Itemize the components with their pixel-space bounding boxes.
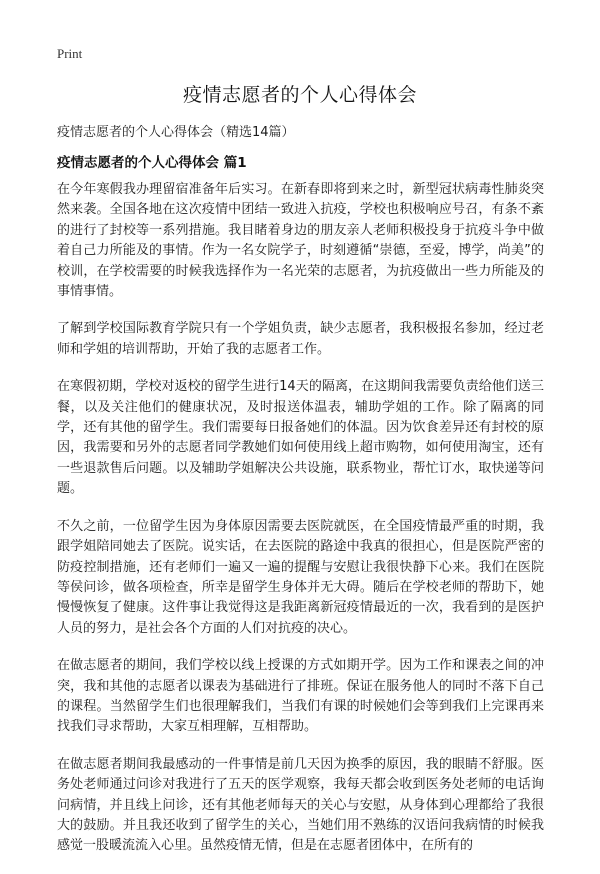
paragraph: 在今年寒假我办理留宿准备年后实习。在新春即将到来之时，新型冠状病毒性肺炎突然来袭。全国各地在这次疫情中团结一致进入抗疫，学校也积极响应号召，有条不紊的进行了封校等一系列措施。我目睹着身边的朋友亲人老师积极投身于抗疫斗争中做着自己力所能及的事情。作为一名女院学子，时刻遵循“崇德，至爱，博学，尚美”的校训，在学校需要的时候我选择作为一名光荣的志愿者，为抗疫做出一些力所能及的事情事情。 xyxy=(57,182,544,300)
paragraph: 在做志愿者期间我最感动的一件事情是前几天因为换季的原因，我的眼睛不舒服。医务处老师通过问诊对我进行了五天的医学观察，我每天都会收到医务处老师的电话询问病情，并且线上问诊，还有其他老师每天的关心与安慰，从身体到心理都给了我很大的鼓励。并且我还收到了留学生的关心，当她们用不熟练的汉语问我病情的时候我感觉一股暖流流入心里。虽然疫情无情，但是在志愿者团体中，在所有的 xyxy=(57,756,544,854)
paragraph: 不久之前，一位留学生因为身体原因需要去医院就医，在全国疫情最严重的时期，我跟学姐陪同她去了医院。说实话，在去医院的路途中我真的很担心，但是医院严密的防疫控制措施，还有老师们一遍又一遍的提醒与安慰让我很快静下心来。我们在医院等侯问诊，做各项检查，所幸是留学生身体并无大碍。随后在学校老师的帮助下，她慢慢恢复了健康。这件事让我觉得这是我距离新冠疫情最近的一次，我看到的是医护人员的努力，是社会各个方面的人们对抗疫的决心。 xyxy=(57,518,544,636)
section-heading: 疫情志愿者的个人心得体会 篇1 xyxy=(57,155,247,171)
paragraph: 在寒假初期，学校对返校的留学生进行14天的隔离，在这期间我需要负责给他们送三餐，以及关注他们的健康状况，及时报送体温表，辅助学姐的工作。除了隔离的同学，还有其他的留学生。我们需要每日报备她们的体温。因为饮食差异还有封校的原因，我需要和另外的志愿者同学教她们如何使用线上超市购物，如何使用淘宝，还有一些退款售后问题。以及辅助学姐解决公共设施，联系物业，帮忙订水，取快递等问题。 xyxy=(57,379,544,497)
article-body xyxy=(57,180,544,874)
print-link[interactable]: Print xyxy=(57,46,83,61)
page-title: 疫情志愿者的个人心得体会 xyxy=(182,84,417,106)
paragraph: 在做志愿者的期间，我们学校以线上授课的方式如期开学。因为工作和课表之间的冲突，我和其他的志愿者以课表为基础进行了排班。保证在服务他人的同时不落下自己的课程。当然留学生们也很理解我们，当我们有课的时候她们会等到我们上完课再来找我们寻求帮助，大家互相理解，互相帮助。 xyxy=(57,658,544,735)
paragraph: 了解到学校国际教育学院只有一个学姐负责，缺少志愿者，我积极报名参加，经过老师和学姐的培训帮助，开始了我的志愿者工作。 xyxy=(57,321,544,357)
document-subtitle: 疫情志愿者的个人心得体会（精选14篇） xyxy=(57,125,295,140)
